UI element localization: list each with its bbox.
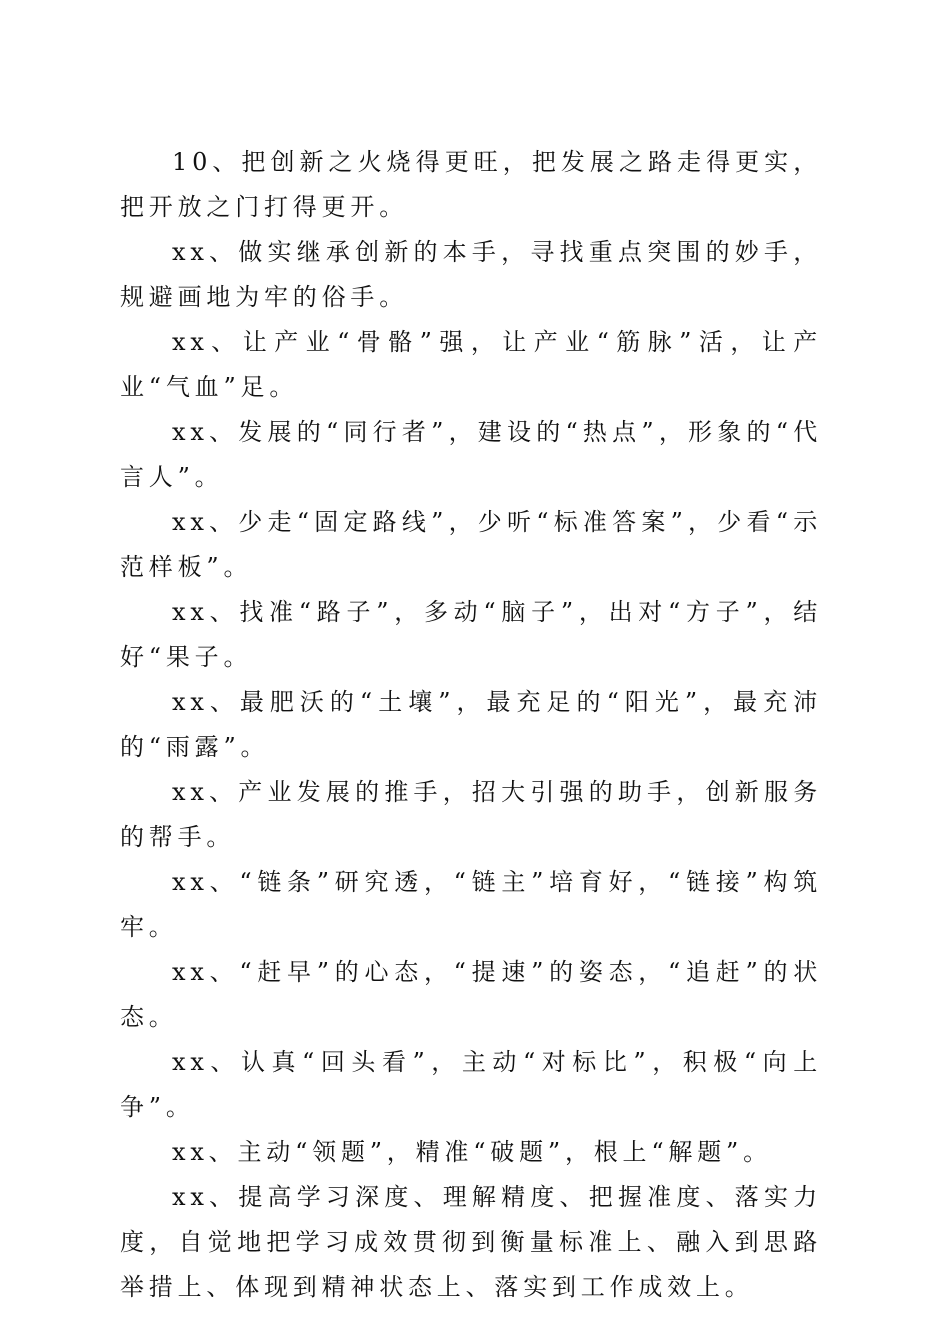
paragraph-3: xx、让产业“骨骼”强，让产业“筋脉”活，让产业“气血”足。 <box>120 328 822 401</box>
paragraph-4: xx、发展的“同行者”，建设的“热点”，形象的“代言人”。 <box>120 418 822 491</box>
document-body <box>120 140 822 1310</box>
paragraph-10: xx、“赶早”的心态，“提速”的姿态，“追赶”的状态。 <box>120 958 822 1031</box>
paragraph-9: xx、“链条”研究透，“链主”培育好，“链接”构筑牢。 <box>120 868 822 941</box>
paragraph-2: xx、做实继承创新的本手，寻找重点突围的妙手，规避画地为牢的俗手。 <box>120 238 822 311</box>
paragraph-11: xx、认真“回头看”，主动“对标比”，积极“向上争”。 <box>120 1048 822 1121</box>
paragraph-5: xx、少走“固定路线”，少听“标准答案”，少看“示范样板”。 <box>120 508 822 581</box>
paragraph-8: xx、产业发展的推手，招大引强的助手，创新服务的帮手。 <box>120 778 822 851</box>
paragraph-1: 10、把创新之火烧得更旺，把发展之路走得更实，把开放之门打得更开。 <box>120 148 822 221</box>
paragraph-7: xx、最肥沃的“土壤”，最充足的“阳光”，最充沛的“雨露”。 <box>120 688 822 761</box>
paragraph-12: xx、主动“领题”，精准“破题”，根上“解题”。 <box>172 1138 772 1166</box>
paragraph-6: xx、找准“路子”，多动“脑子”，出对“方子”，结好“果子。 <box>120 598 822 671</box>
paragraph-13: xx、提高学习深度、理解精度、把握准度、落实力度，自觉地把学习成效贯彻到衡量标准上、融入到思路举措上、体现到精神状态上、落实到工作成效上。 <box>120 1183 822 1301</box>
